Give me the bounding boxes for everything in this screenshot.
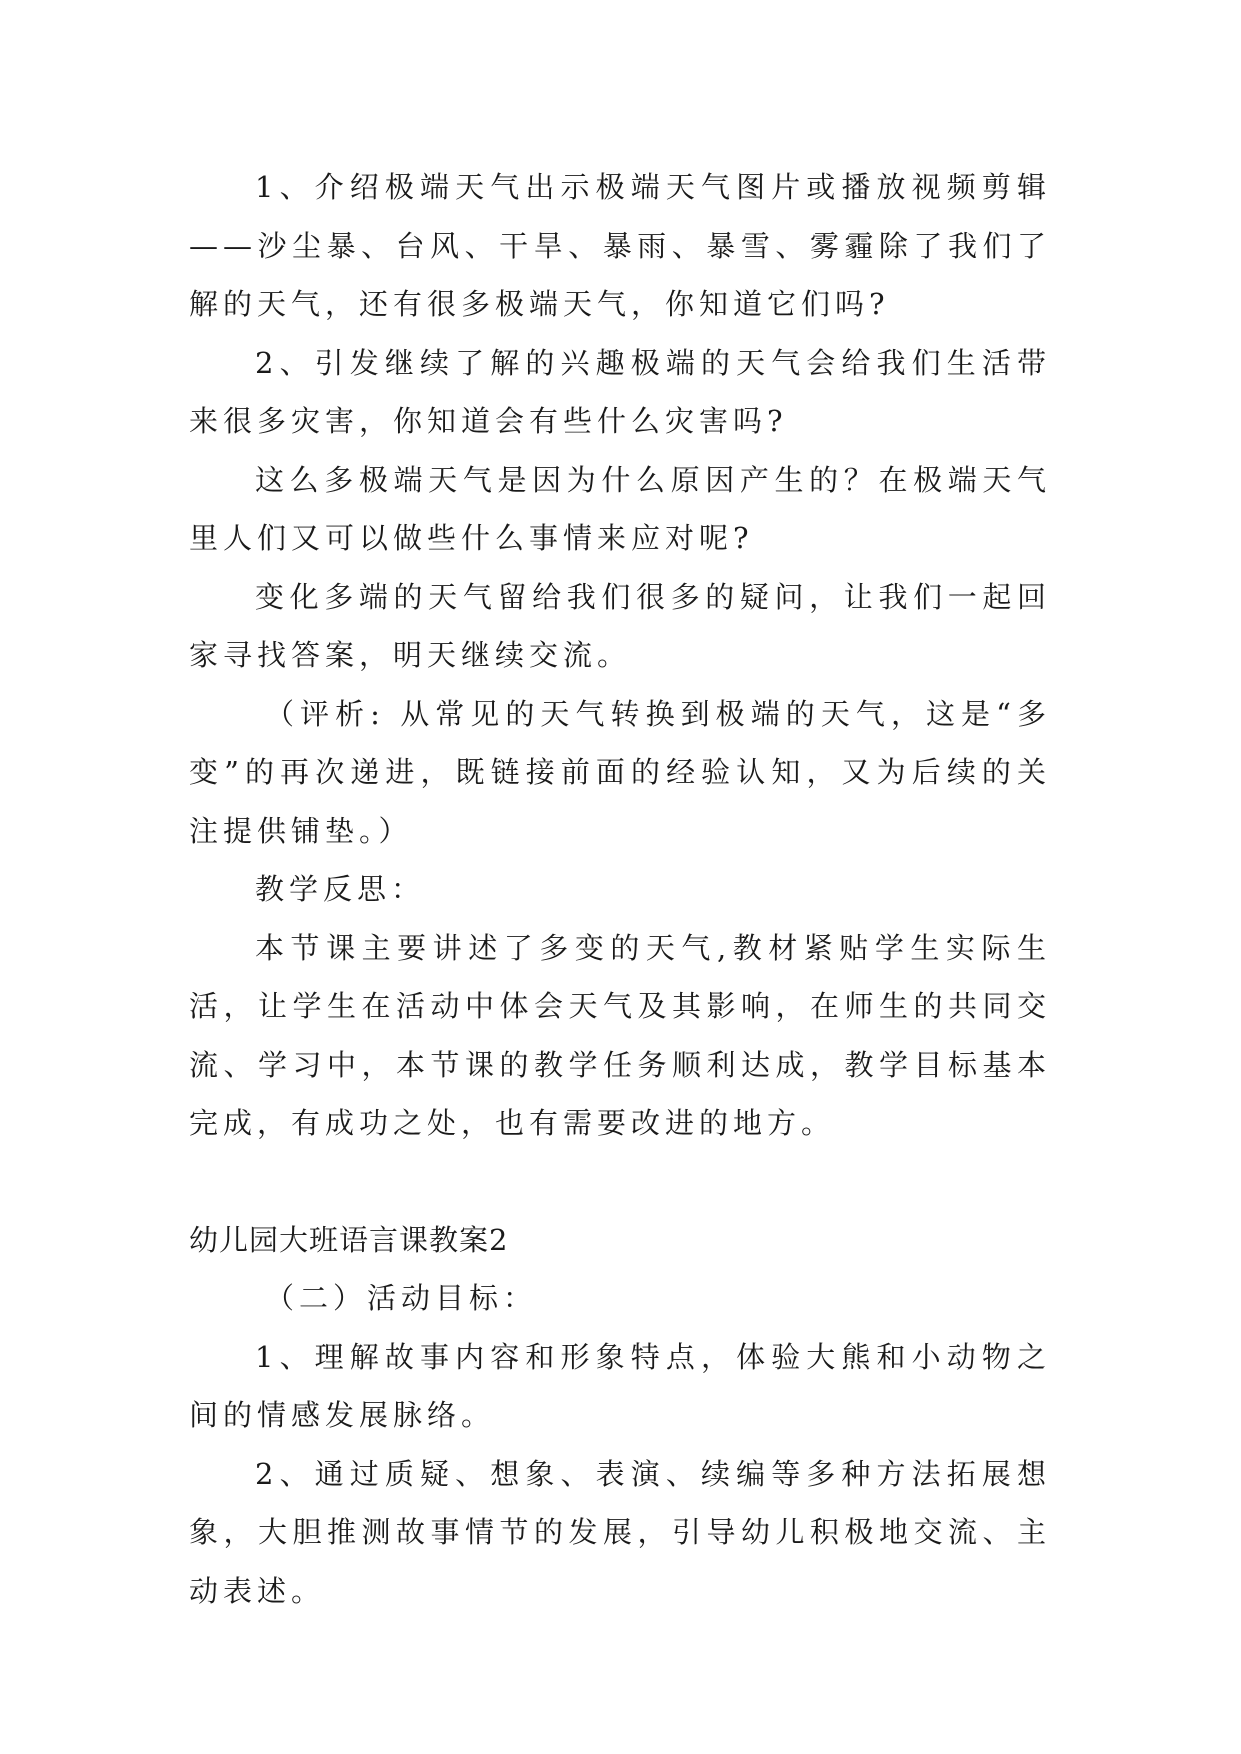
paragraph-extreme-weather-causes: 这么多极端天气是因为什么原因产生的？在极端天气里人们又可以做些什么事情来应对呢? xyxy=(189,462,1051,555)
section-title: 幼儿园大班语言课教案2 xyxy=(189,1222,509,1257)
paragraph-commentary: （评析: 从常见的天气转换到极端的天气，这是“多变”的再次递进，既链接前面的经验认知，又为后续的关注提供铺垫。） xyxy=(189,696,1051,848)
paragraph-homework: 变化多端的天气留给我们很多的疑问，让我们一起回家寻找答案，明天继续交流。 xyxy=(189,579,1051,672)
document-page xyxy=(189,158,1051,1620)
paragraph-goal-2: 2、通过质疑、想象、表演、续编等多种方法拓展想象，大胆推测故事情节的发展，引导幼儿积极地交流、主动表述。 xyxy=(189,1456,1051,1608)
paragraph-extreme-weather-disasters: 2、引发继续了解的兴趣极端的天气会给我们生活带来很多灾害，你知道会有些什么灾害吗? xyxy=(189,345,1051,438)
teaching-reflection-heading: 教学反思： xyxy=(255,872,426,906)
activity-goals-heading: （二）活动目标： xyxy=(265,1281,538,1315)
paragraph-extreme-weather-intro: 1、介绍极端天气出示极端天气图片或播放视频剪辑——沙尘暴、台风、干旱、暴雨、暴雪、雾霾除了我们了解的天气，还有很多极端天气，你知道它们吗? xyxy=(189,170,1051,321)
paragraph-goal-1: 1、理解故事内容和形象特点，体验大熊和小动物之间的情感发展脉络。 xyxy=(189,1339,1051,1432)
paragraph-teaching-reflection: 本节课主要讲述了多变的天气,教材紧贴学生实际生活，让学生在活动中体会天气及其影响，在师生的共同交流、学习中，本节课的教学任务顺利达成，教学目标基本完成，有成功之处，也有需要改进的地方。 xyxy=(189,930,1051,1140)
